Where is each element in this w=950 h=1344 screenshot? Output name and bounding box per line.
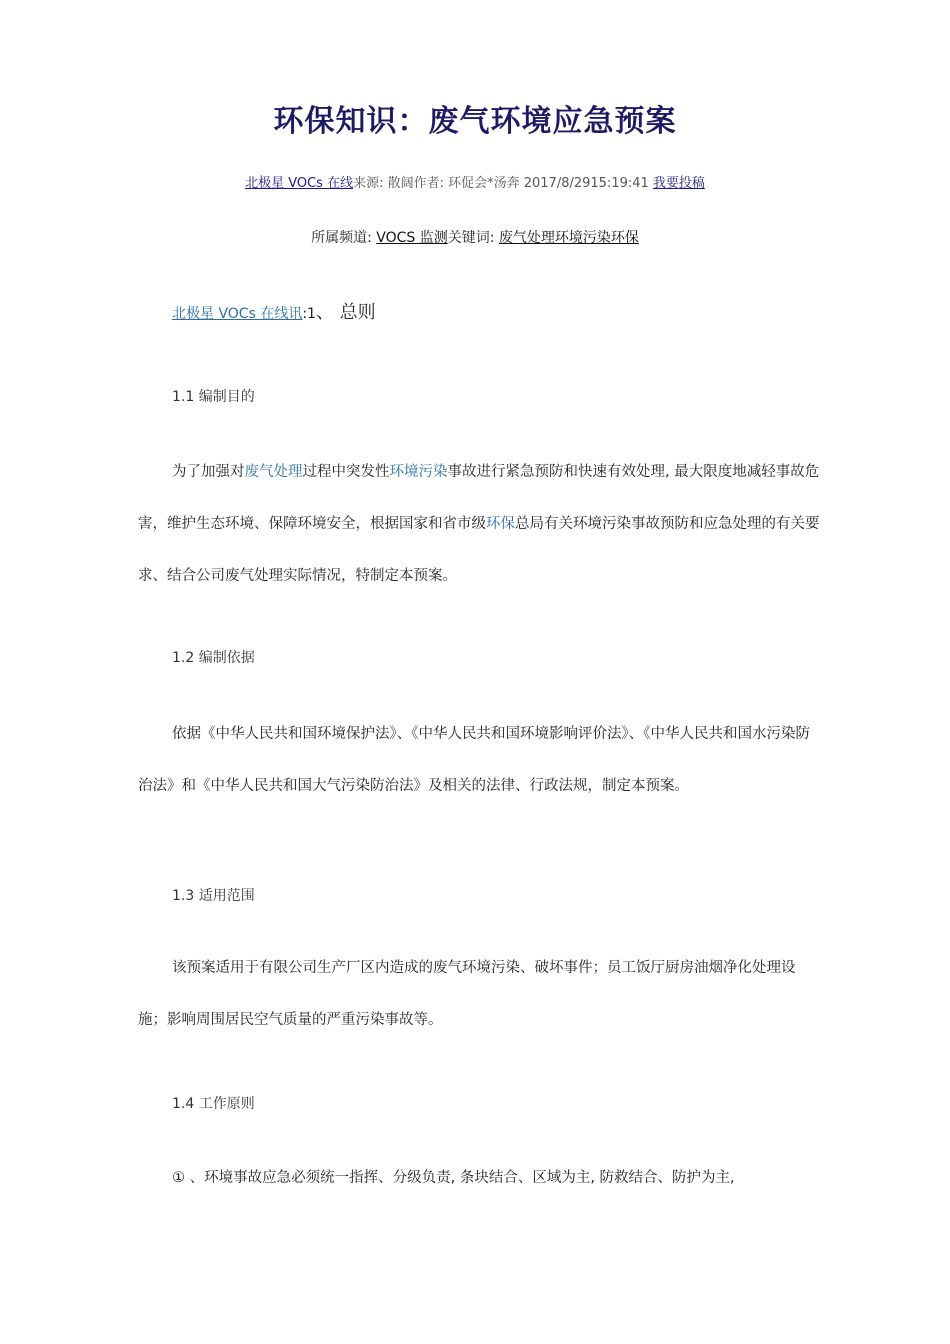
keyword-waste-gas-link[interactable]: 废气处理	[244, 464, 303, 480]
section-heading-general: 、 总则	[315, 302, 376, 323]
heading-scope: 1.3 适用范围	[172, 888, 255, 904]
paragraph-principles: ① 、环境事故应急必须统一指挥、分级负责, 条块结合、区域为主, 防救结合、防护为主,	[172, 1170, 735, 1186]
text-span: 过程中突发性	[302, 464, 390, 480]
heading-principles: 1.4 工作原则	[172, 1096, 255, 1112]
text-span: 为了加强对	[172, 464, 245, 480]
lead-source-link[interactable]: 北极星 VOCs 在线讯	[172, 306, 303, 322]
article-lead	[172, 298, 376, 324]
lead-number: :1	[302, 306, 316, 322]
channel-link[interactable]: VOCS 监测	[376, 230, 448, 246]
channel-keywords	[0, 227, 950, 247]
page-title: 环保知识：废气环境应急预案	[273, 104, 677, 139]
channel-label: 所属频道:	[311, 230, 377, 246]
source-author-date: 来源: 散阔作者: 环促会*汤奔 2017/8/2915:19:41	[353, 176, 649, 191]
text-span: 总局有关环境污染事故预防和应急处理的有关要求、结合公司废气处理实际情况，特制定本预案。	[138, 516, 820, 584]
keyword-pollution-link[interactable]: 环境污染	[389, 464, 448, 480]
text-span: 事故进行紧急预防和快速有效处理, 最大限度地减轻事故危害，维护生态环境、保障环境安全，根据国家和省市级	[138, 464, 820, 532]
paragraph-basis: 依据《中华人民共和国环境保护法》、《中华人民共和国环境影响评价法》、《中华人民共和国水污染防治法》和《中华人民共和国大气污染防治法》及相关的法律、行政法规，制定本预案。	[138, 726, 810, 794]
paragraph-purpose	[138, 446, 822, 602]
keyword-label: 关键词:	[447, 230, 499, 246]
heading-purpose: 1.1 编制目的	[172, 389, 255, 405]
site-link[interactable]: 北极星 VOCs 在线	[245, 176, 354, 191]
article-meta	[0, 172, 950, 191]
paragraph-scope: 该预案适用于有限公司生产厂区内造成的废气环境污染、破坏事件；员工饭厅厨房油烟净化处理设施；影响周围居民空气质量的严重污染事故等。	[138, 960, 796, 1028]
keyword-env-link[interactable]: 环保	[486, 516, 515, 532]
submit-article-link[interactable]: 我要投稿	[652, 176, 705, 191]
heading-basis: 1.2 编制依据	[172, 650, 255, 666]
keyword-link[interactable]: 废气处理环境污染环保	[498, 230, 639, 246]
